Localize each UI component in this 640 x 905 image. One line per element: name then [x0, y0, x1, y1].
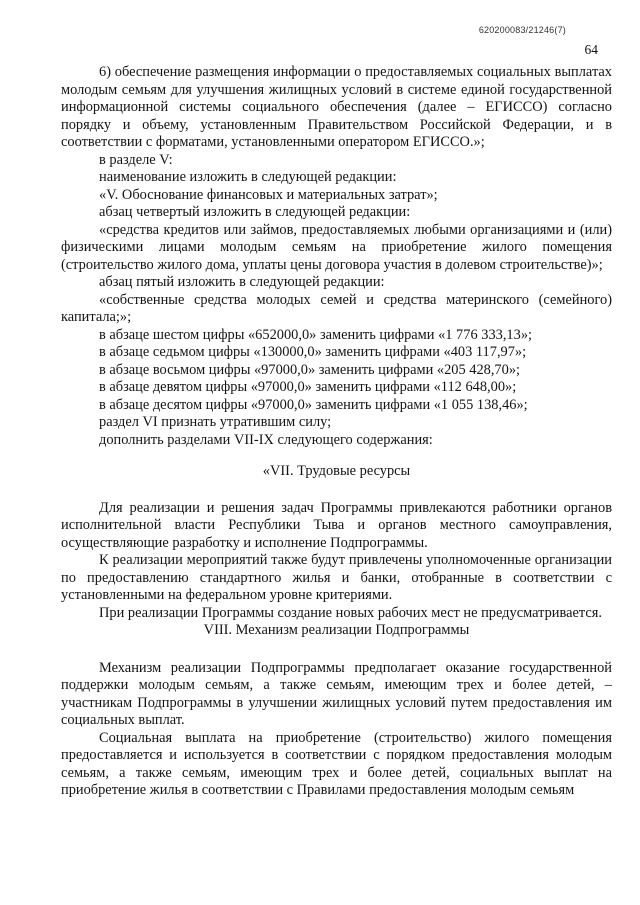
- paragraph: раздел VI признать утратившим силу;: [99, 414, 332, 430]
- paragraph: 6) обеспечение размещения информации о предоставляемых социальных выплатах молодым семьям для улучшения жилищных условий в системе единой государственной информационной системы социального обеспечения (далее – ЕГИССО) согласно порядку и объему, установленным Правительством Российской Федерации, и в соответствии с форматами, установленными оператором ЕГИССО.»;: [61, 64, 612, 150]
- section-heading-labor-resources: «VII. Трудовые ресурсы: [262, 463, 411, 479]
- paragraph: в абзаце шестом цифры «652000,0» заменить цифрами «1 776 333,13»;: [99, 326, 533, 343]
- section-heading-implementation-mechanism: VIII. Механизм реализации Подпрограммы: [203, 622, 470, 638]
- paragraph: в абзаце седьмом цифры «130000,0» заменить цифрами «403 117,97»;: [99, 344, 527, 360]
- paragraph: наименование изложить в следующей редакции:: [99, 169, 397, 185]
- paragraph: дополнить разделами VII-IX следующего содержания:: [99, 431, 433, 448]
- paragraph: Социальная выплата на приобретение (строительство) жилого помещения предоставляется и используется в соответствии с порядком предоставления молодым семьям, а также семьям, имеющим трех и более детей, социальных выплат на приобретение жилья в соответствии с Правилами предоставления молодым семьям: [61, 729, 612, 798]
- paragraph: абзац четвертый изложить в следующей редакции:: [99, 204, 411, 220]
- paragraph: абзац пятый изложить в следующей редакции:: [99, 274, 385, 290]
- page-number: 64: [584, 42, 598, 57]
- paragraph: Механизм реализации Подпрограммы предполагает оказание государственной поддержки молодым семьям, а также семьям, имеющим трех и более детей, – участникам Подпрограммы в улучшении жилищных условий путем предоставления им социальных выплат.: [61, 659, 612, 728]
- paragraph: «V. Обоснование финансовых и материальных затрат»;: [99, 186, 438, 203]
- paragraph: При реализации Программы создание новых рабочих мест не предусматривается.: [99, 604, 602, 621]
- paragraph: в абзаце десятом цифры «97000,0» заменить цифрами «1 055 138,46»;: [99, 396, 528, 413]
- paragraph: К реализации мероприятий также будут привлечены уполномоченные организации по предоставлению стандартного жилья и банки, отобранные в соответствии с установленными на федеральном уровне критериями.: [61, 552, 612, 603]
- paragraph: «собственные средства молодых семей и средства материнского (семейного) капитала;»;: [61, 291, 612, 325]
- paragraph: в абзаце девятом цифры «97000,0» заменить цифрами «112 648,00»;: [99, 379, 517, 395]
- paragraph: «средства кредитов или займов, предоставляемых любыми организациями и (или) физическими лицами молодым семьям на приобретение жилого помещения (строительство жилого дома, уплаты цены договора участия в долевом строительстве)»;: [61, 221, 612, 273]
- paragraph: в разделе V:: [99, 151, 173, 168]
- document-body: [61, 64, 612, 800]
- document-id: 620200083/21246(7): [478, 25, 566, 35]
- paragraph: в абзаце восьмом цифры «97000,0» заменить цифрами «205 428,70»;: [99, 361, 521, 378]
- paragraph: Для реализации и решения задач Программы привлекаются работники органов исполнительной власти Республики Тыва и органов местного самоуправления, осуществляющие разработку и исполнение Подпрограммы.: [61, 499, 612, 551]
